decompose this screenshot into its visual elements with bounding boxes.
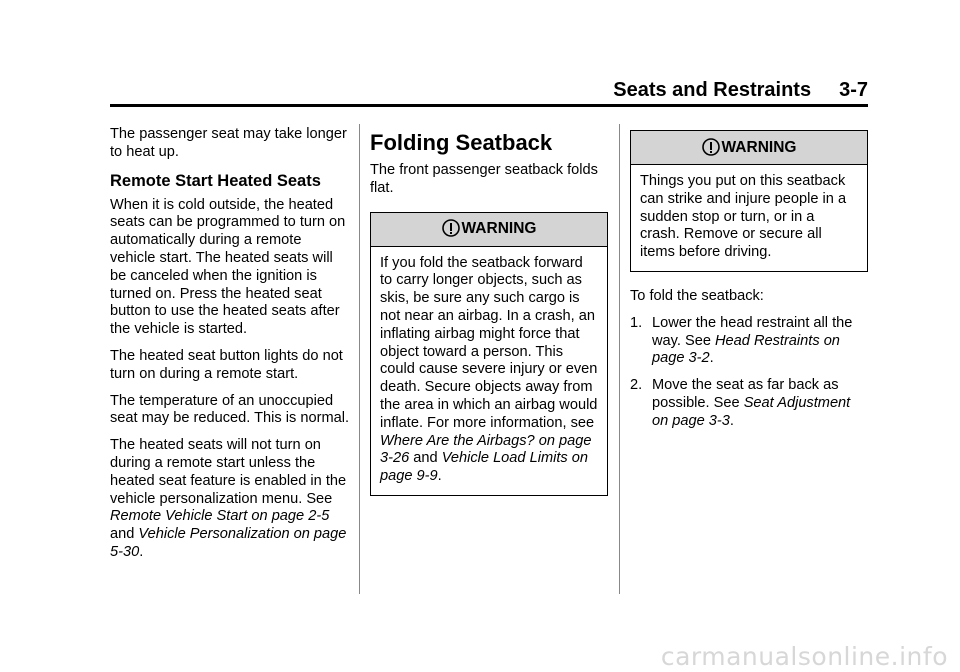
- step-number: 1.: [630, 314, 643, 331]
- warning-title: WARNING: [461, 220, 537, 238]
- paragraph-text: The heated seats will not turn on during a remote start unless the heated seat feature is enabled in the vehicle personalization menu. See: [110, 437, 347, 507]
- cross-reference-link[interactable]: Head Restraints on page 3-2: [652, 332, 840, 367]
- warning-text: .: [437, 468, 442, 485]
- step-number: 2.: [630, 377, 643, 394]
- cross-reference-link[interactable]: Remote Vehicle Start on page 2-5: [110, 508, 330, 525]
- step-text: .: [729, 412, 734, 429]
- section-title: Seats and Restraints: [613, 79, 812, 101]
- paragraph: [110, 437, 350, 562]
- step-text: Move the seat as far back as possible. See: [652, 377, 839, 411]
- paragraph-text: and: [110, 526, 139, 543]
- paragraph: The front passenger seatback folds flat.: [370, 162, 598, 196]
- step-text: .: [709, 350, 714, 367]
- cross-reference-link[interactable]: Seat Adjustment on page 3-3: [652, 394, 851, 429]
- paragraph: The heated seat button lights do not turn on during a remote start.: [110, 347, 343, 382]
- list-item: [630, 377, 868, 430]
- warning-text: and: [409, 450, 442, 467]
- cross-reference-link[interactable]: Where Are the Airbags? on page 3-26: [380, 432, 592, 467]
- warning-icon: [702, 138, 720, 158]
- column-3: [630, 130, 868, 440]
- warning-header: [371, 213, 607, 247]
- paragraph: To fold the seatback:: [630, 287, 764, 304]
- warning-body: Things you put on this seatback can strike and injure people in a sudden stop or turn, or in a crash. Remove or secure all items before driving.: [640, 173, 847, 261]
- watermark: carmanualsonline.info: [660, 642, 948, 671]
- paragraph: When it is cold outside, the heated seats can be programmed to turn on automatically during a remote vehicle start. The heated seats will be canceled when the ignition is turned on. Press the heated seat button to use the heated seats after the vehicle is started.: [110, 196, 346, 338]
- column-1: [110, 126, 350, 571]
- step-text: Lower the head restraint all the way. See: [652, 314, 853, 349]
- paragraph: The passenger seat may take longer to heat up.: [110, 126, 347, 160]
- warning-body: [371, 247, 607, 495]
- paragraph: The temperature of an unoccupied seat may be reduced. This is normal.: [110, 392, 350, 427]
- steps-list: [630, 315, 868, 431]
- column-divider-2: [619, 124, 620, 594]
- paragraph-text: .: [139, 543, 144, 560]
- page-header: [110, 78, 868, 102]
- warning-header: [631, 131, 867, 165]
- warning-icon: [442, 219, 460, 239]
- column-2: [370, 130, 608, 512]
- warning-text: If you fold the seatback forward to carry longer objects, such as skis, be sure any such cargo is not near an airbag. In a crash, an inflating airbag might force that object toward a person. This could cause severe injury or even death. Secure objects away from the area in which an airbag would inflate. For more information, see: [380, 254, 598, 431]
- cross-reference-link[interactable]: Vehicle Personalization on page 5-30: [110, 526, 347, 560]
- warning-title: WARNING: [721, 138, 797, 156]
- section-heading-folding-seatback: Folding Seatback: [370, 130, 553, 155]
- section-heading-remote-start: Remote Start Heated Seats: [110, 171, 321, 190]
- warning-box: [630, 130, 868, 272]
- column-divider-1: [359, 124, 360, 594]
- cross-reference-link[interactable]: Vehicle Load Limits on page 9-9: [380, 450, 588, 485]
- warning-box: [370, 212, 608, 496]
- header-rule: [110, 104, 868, 107]
- page-number: 3-7: [839, 79, 868, 101]
- list-item: [630, 315, 868, 368]
